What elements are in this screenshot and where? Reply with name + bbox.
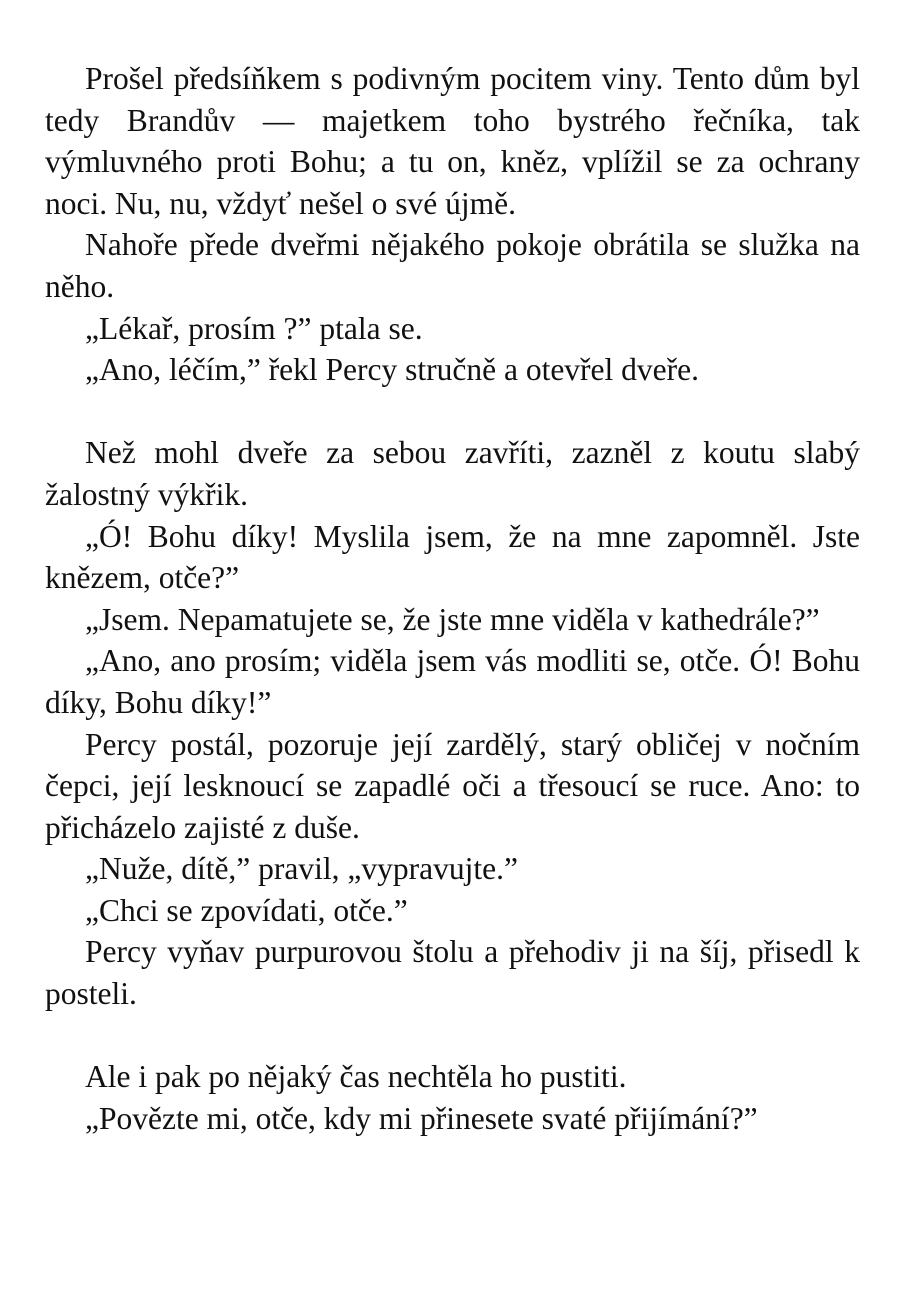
paragraph-13: Ale i pak po nějaký čas nechtěla ho pustiti.	[85, 1059, 627, 1095]
paragraph-4: „Ano, léčím,” řekl Percy stručně a otevřel dveře.	[85, 352, 699, 388]
section-gap	[45, 391, 860, 433]
paragraph-5: Než mohl dveře za sebou zavříti, zazněl z koutu slabý žalostný výkřik.	[45, 435, 860, 512]
paragraph-14: „Povězte mi, otče, kdy mi přinesete svaté přijímání?”	[85, 1100, 758, 1136]
paragraph-2: Nahoře přede dveřmi nějakého pokoje obrátila se služka na něho.	[45, 227, 860, 304]
paragraph-11: „Chci se zpovídati, otče.”	[85, 892, 408, 928]
paragraph-1: Prošel předsíňkem s podivným pocitem viny. Tento dům byl tedy Brandův — majetkem toho bystrého řečníka, tak výmluvného proti Bohu; a tu on, kněz, vplížil se za ochrany noci. Nu, nu, vždyť nešel o své újmě.	[45, 61, 860, 221]
paragraph-7: „Jsem. Nepamatujete se, že jste mne viděla v kathedrále?”	[85, 601, 820, 637]
document-page	[45, 58, 860, 1139]
paragraph-6: „Ó! Bohu díky! Myslila jsem, že na mne zapomněl. Jste knězem, otče?”	[45, 518, 860, 596]
paragraph-8: „Ano, ano prosím; viděla jsem vás modliti se, otče. Ó! Bohu díky, Bohu díky!”	[45, 643, 860, 720]
paragraph-3: „Lékař, prosím ?” ptala se.	[85, 310, 423, 346]
paragraph-10: „Nuže, dítě,” pravil, „vypravujte.”	[85, 851, 518, 887]
paragraph-9: Percy postál, pozoruje její zardělý, starý obličej v nočním čepci, její lesknoucí se zapadlé oči a třesoucí se ruce. Ano: to přicházelo zajisté z duše.	[45, 726, 860, 845]
paragraph-12: Percy vyňav purpurovou štolu a přehodiv ji na šíj, přisedl k posteli.	[45, 934, 860, 1012]
section-gap	[45, 1015, 860, 1057]
